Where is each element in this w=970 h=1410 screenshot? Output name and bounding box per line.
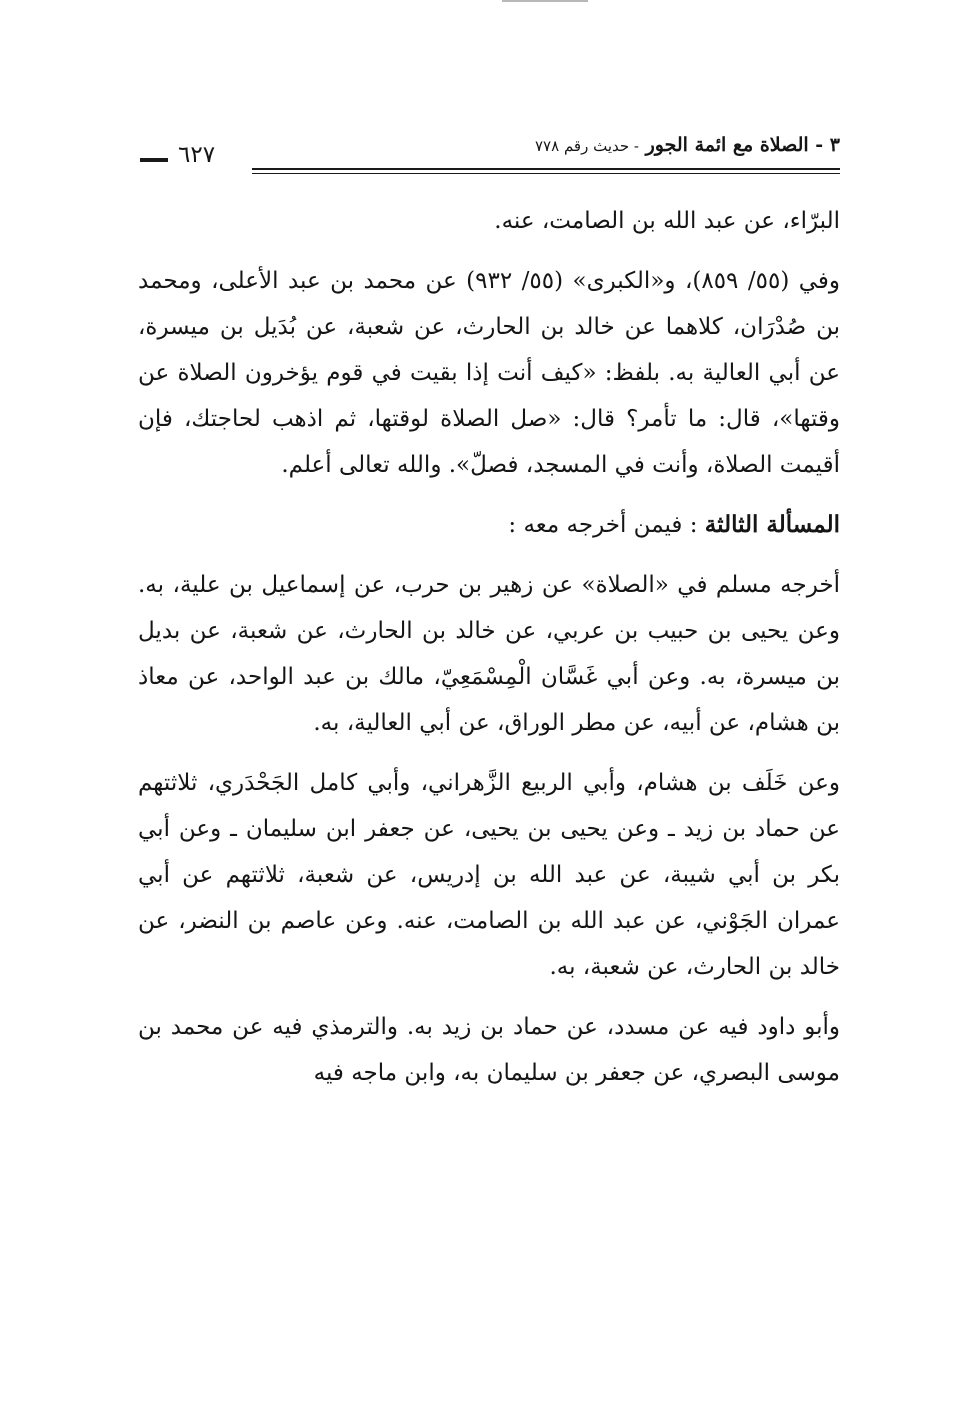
- paragraph: البرّاء، عن عبد الله بن الصامت، عنه.: [494, 208, 840, 234]
- paragraph: وفي (٥٥/ ٨٥٩)، و«الكبرى» (٥٥/ ٩٣٢) عن محمد بن عبد الأعلى، ومحمد بن صُدْرَان، كلاهما عن خالد بن الحارث، عن شعبة، عن بُدَيل بن ميسرة، عن أبي العالية به. بلفظ: «كيف أنت إذا بقيت في قوم يؤخرون الصلاة عن وقتها»، قال: ما تأمر؟ قال: «صل الصلاة لوقتها، ثم اذهب لحاجتك، فإن أقيمت الصلاة، وأنت في المسجد، فصلّ». والله تعالى أعلم.: [138, 268, 841, 478]
- paragraph: أخرجه مسلم في «الصلاة» عن زهير بن حرب، عن إسماعيل بن علية، به. وعن يحيى بن حبيب بن عربي، عن خالد بن الحارث، عن شعبة، عن بديل بن ميسرة، به. وعن أبي غَسَّان الْمِسْمَعِيّ، مالك بن عبد الواحد، عن معاذ بن هشام، عن أبيه، عن مطر الوراق، عن أبي العالية، به.: [138, 572, 840, 736]
- section-heading: [138, 502, 840, 548]
- body-text: [138, 198, 840, 1110]
- header-rule-thin: [252, 173, 840, 174]
- running-header: [140, 128, 840, 188]
- section-heading-lead: المسألة الثالثة: [704, 511, 840, 538]
- paragraph: وعن خَلَف بن هشام، وأبي الربيع الزَّهراني، وأبي كامل الجَحْدَري، ثلاثتهم عن حماد بن زيد ـ وعن يحيى بن يحيى، عن جعفر ابن سليمان ـ وعن أبي بكر بن أبي شيبة، عن عبد الله بن إدريس، عن شعبة، ثلاثتهم عن أبي عمران الجَوْني، عن عبد الله بن الصامت، عنه. وعن عاصم بن النضر، عن خالد بن الحارث، عن شعبة، به.: [138, 770, 840, 980]
- section-heading-rest: : فيمن أخرجه معه :: [508, 512, 698, 538]
- section-title-main: ٣ - الصلاة مع ائمة الجور: [645, 134, 840, 156]
- paragraph: وأبو داود فيه عن مسدد، عن حماد بن زيد به. والترمذي فيه عن محمد بن موسى البصري، عن جعفر بن سليمان به، وابن ماجه فيه: [138, 1014, 840, 1086]
- hadith-number: - حديث رقم ٧٧٨: [535, 137, 639, 155]
- header-rule: [252, 168, 840, 170]
- section-title: [535, 134, 840, 156]
- page-number-dash: [140, 158, 168, 162]
- page-number: ٦٢٧: [178, 142, 216, 168]
- scan-edge-mark: [502, 0, 588, 2]
